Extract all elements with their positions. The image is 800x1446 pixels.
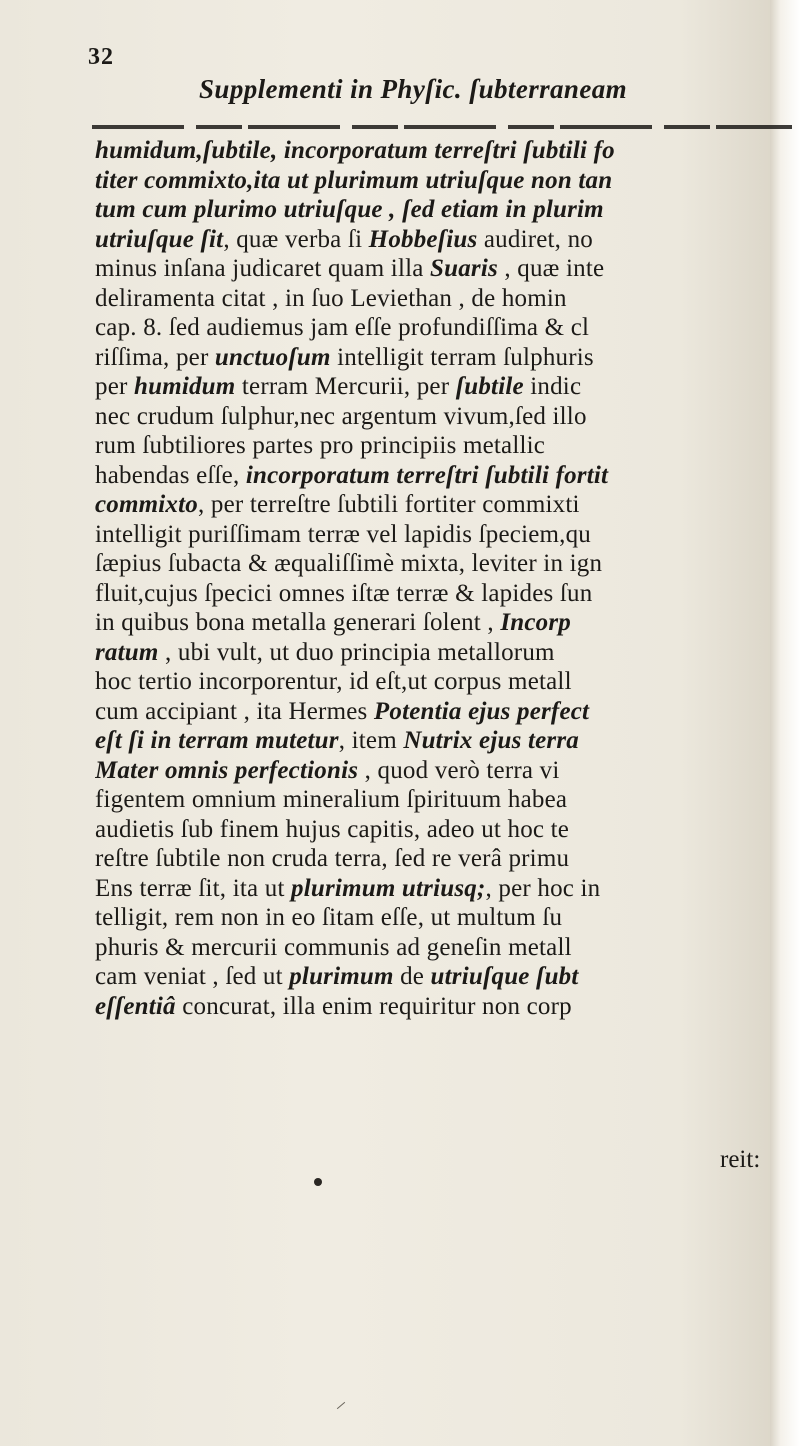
text-line — [95, 697, 775, 727]
text-line — [95, 608, 775, 638]
italic-run: commixto — [95, 491, 198, 518]
roman-run: per — [95, 373, 134, 400]
roman-run: rum ſubtiliores partes pro principiis metallic — [95, 432, 546, 459]
italic-run: humidum,ſubtile, incorporatum terreſtri ſubtili fo — [95, 137, 615, 164]
roman-run: nec crudum ſulphur,nec argentum vivum,ſed illo — [95, 402, 587, 430]
text-line — [95, 785, 775, 815]
body-text — [95, 136, 775, 1021]
text-line — [95, 844, 775, 874]
text-line — [95, 461, 775, 491]
text-line — [95, 933, 775, 963]
roman-run: , quæ verba ſi — [223, 225, 369, 253]
text-line — [95, 313, 775, 343]
text-line — [95, 431, 775, 461]
roman-run: concurat, illa enim requiritur non corp — [175, 992, 572, 1020]
roman-run: reſtre ſubtile non cruda terra, ſed re verâ primu — [95, 845, 570, 872]
text-line — [95, 903, 775, 933]
roman-run: figentem omnium mineralium ſpirituum habea — [95, 786, 568, 813]
italic-run: plurimum — [289, 963, 394, 990]
page-number: 32 — [88, 44, 114, 70]
roman-run: , per hoc in — [485, 874, 601, 902]
italic-run: Mater omnis perfectionis — [95, 756, 359, 784]
roman-run: cum accipiant , ita Hermes — [95, 697, 374, 725]
text-line — [95, 962, 775, 992]
roman-run: , quæ inte — [497, 255, 605, 282]
text-line — [95, 136, 775, 166]
italic-run: plurimum utriusq; — [291, 874, 486, 902]
roman-run: in quibus bona metalla generari ſolent , — [95, 609, 501, 636]
text-line — [95, 166, 775, 196]
text-line — [95, 549, 775, 579]
roman-run: ſæpius ſubacta & æqualiſſimè mixta, leviter in ign — [95, 550, 603, 577]
roman-run: intelligit terram ſulphuris — [330, 343, 594, 371]
italic-run: utriuſque ſubt — [430, 963, 579, 990]
text-line — [95, 638, 775, 668]
roman-run: , per terreſtre ſubtili fortiter commixti — [197, 491, 580, 518]
ink-speck — [337, 1402, 345, 1409]
roman-run: de — [393, 963, 431, 990]
italic-run: ſubtile — [455, 373, 524, 400]
text-line — [95, 667, 775, 697]
header-rule — [92, 125, 792, 129]
text-line — [95, 225, 775, 255]
roman-run: riſſima, per — [95, 343, 215, 371]
text-line — [95, 284, 775, 314]
italic-run: humidum — [133, 373, 236, 400]
roman-run: telligit, rem non in eo ſitam eſſe, ut multum ſu — [95, 904, 563, 931]
italic-run: eſt ſi in terram mutetur — [95, 727, 339, 754]
text-line — [95, 874, 775, 904]
italic-run: Incorp — [500, 609, 571, 636]
italic-run: titer commixto,ita ut plurimum utriuſque non tan — [95, 166, 613, 194]
roman-run: fluit,cujus ſpecici omnes iſtæ terræ & lapides ſun — [95, 579, 593, 607]
italic-run: ratum — [95, 638, 159, 666]
text-line — [95, 579, 775, 609]
text-line — [95, 992, 775, 1022]
italic-run: incorporatum terreſtri ſubtili fortit — [245, 461, 609, 489]
catchword: reit: — [720, 1146, 761, 1173]
roman-run: audietis ſub finem hujus capitis, adeo ut hoc te — [95, 815, 570, 843]
roman-run: audiret, no — [477, 225, 593, 253]
roman-run: , quod verò terra vi — [358, 756, 560, 784]
text-line — [95, 195, 775, 225]
italic-run: unctuoſum — [214, 343, 331, 371]
roman-run: hoc tertio incorporentur, id eſt,ut corpus metall — [95, 668, 572, 695]
roman-run: habendas eſſe, — [95, 461, 246, 489]
roman-run: , ubi vult, ut duo principia metallorum — [158, 638, 555, 666]
roman-run: cap. 8. ſed audiemus jam eſſe profundiſſima & cl — [95, 314, 590, 341]
text-line — [95, 343, 775, 373]
text-line — [95, 402, 775, 432]
text-line — [95, 520, 775, 550]
ink-dot — [314, 1178, 322, 1186]
roman-run: intelligit puriſſimam terræ vel lapidis ſpeciem,qu — [95, 520, 592, 548]
roman-run: phuris & mercurii communis ad geneſin metall — [95, 933, 572, 961]
italic-run: tum cum plurimo utriuſque , ſed etiam in plurim — [95, 196, 604, 223]
italic-run: Potentia ejus perfect — [373, 697, 590, 725]
roman-run: deliramenta citat , in ſuo Leviethan , de homin — [95, 284, 567, 312]
italic-run: eſſentiâ — [95, 992, 176, 1020]
italic-run: Hobbeſius — [368, 225, 478, 253]
italic-run: Nutrix ejus terra — [403, 727, 579, 754]
text-line — [95, 726, 775, 756]
italic-run: utriuſque ſit — [95, 225, 224, 253]
roman-run: cam veniat , ſed ut — [95, 963, 290, 990]
roman-run: indic — [523, 373, 582, 400]
running-head: Supplementi in Phyſic. ſubterraneam — [199, 74, 628, 104]
italic-run: Suaris — [429, 255, 498, 282]
roman-run: terram Mercurii, per — [235, 373, 456, 400]
roman-run: Ens terræ ſit, ita ut — [95, 874, 292, 902]
text-line — [95, 372, 775, 402]
text-line — [95, 490, 775, 520]
text-line — [95, 815, 775, 845]
text-line — [95, 254, 775, 284]
text-line — [95, 756, 775, 786]
roman-run: minus inſana judicaret quam illa — [95, 255, 430, 282]
roman-run: , item — [338, 727, 404, 754]
